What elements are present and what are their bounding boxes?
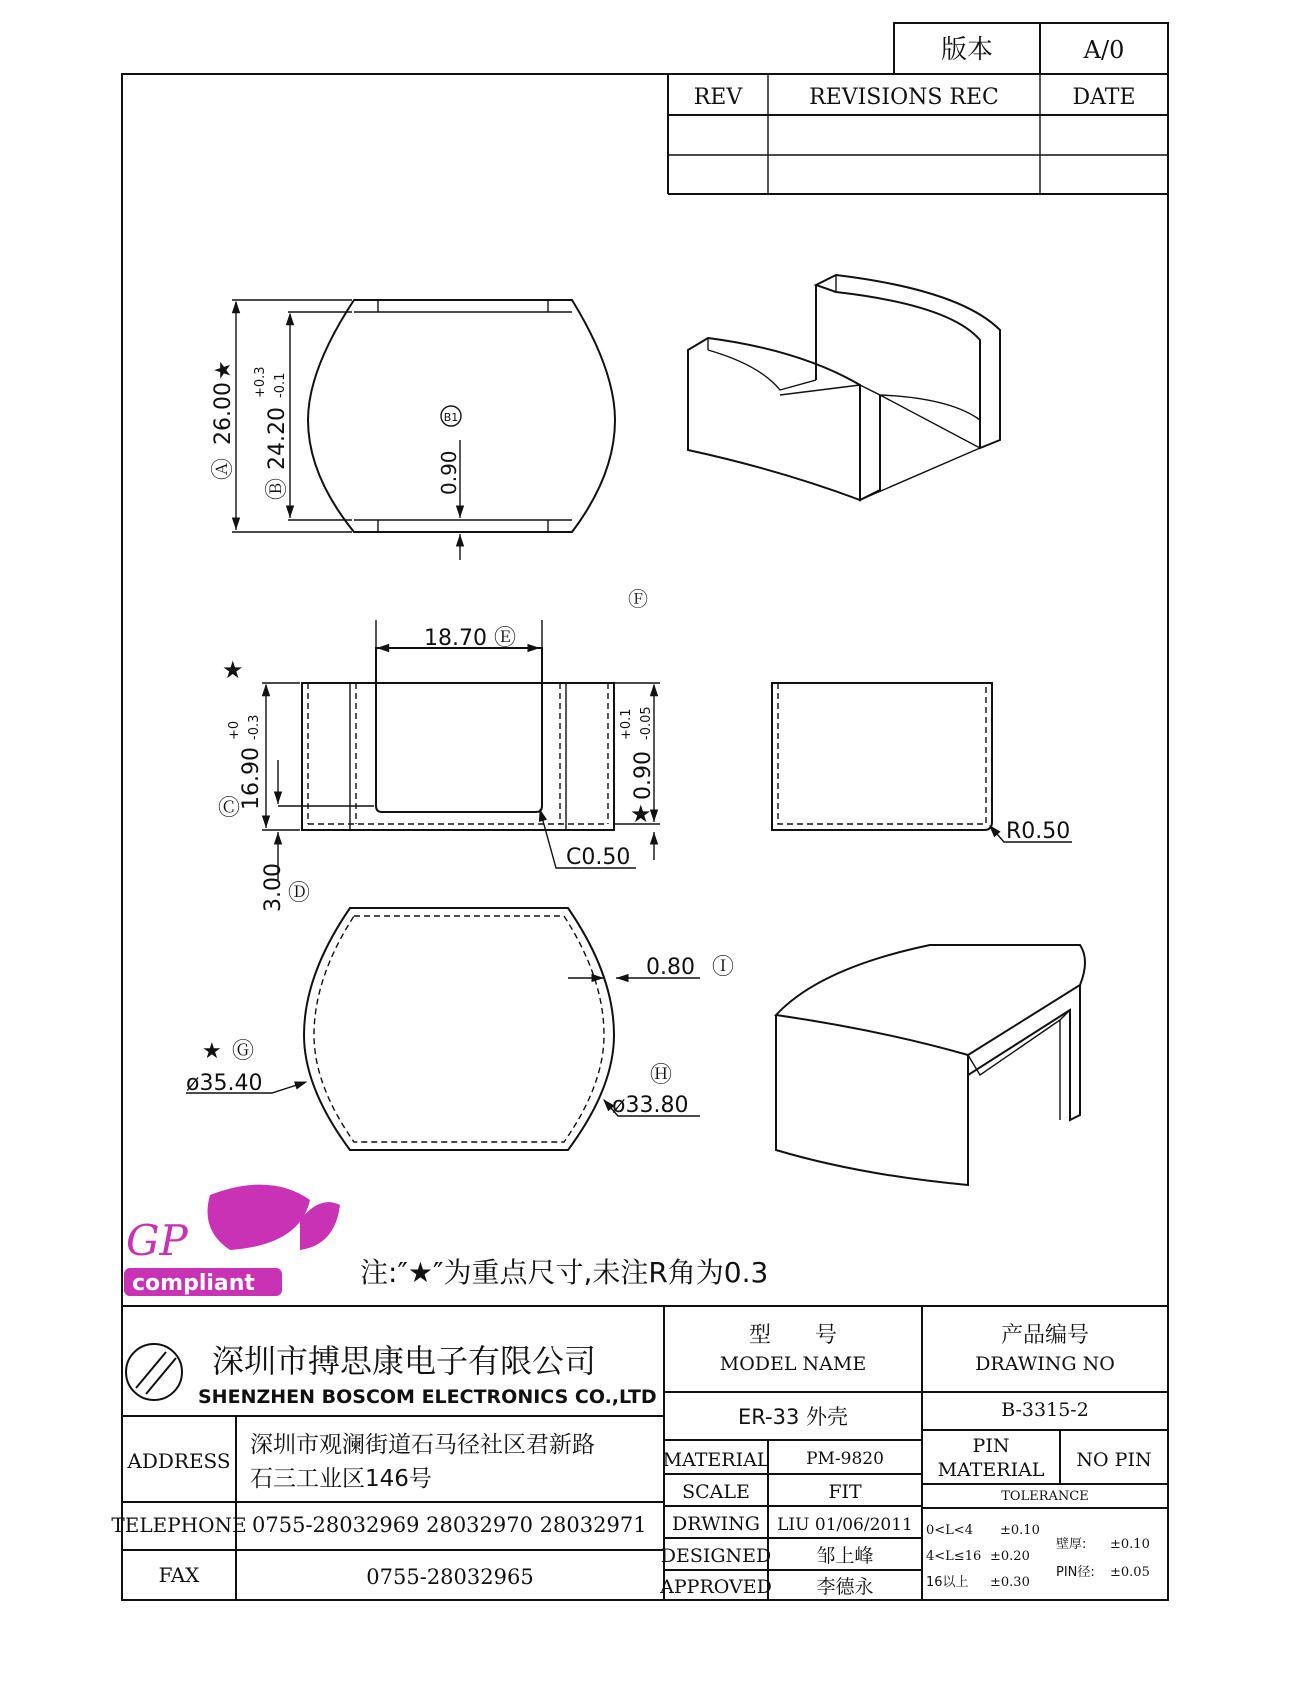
model-label-en: MODEL NAME	[719, 1353, 867, 1375]
model-value: ER-33 外壳	[738, 1405, 848, 1429]
tol-r2: 4<L≤16	[926, 1549, 982, 1564]
pin-material-label: MATERIAL	[937, 1459, 1045, 1481]
dim-c-mark: Ⓒ	[218, 796, 241, 821]
tol-wall-value: ±0.10	[1110, 1537, 1150, 1552]
dim-wall-tol-up: +0.1	[619, 708, 634, 740]
model-label-cn: 型 号	[748, 1323, 838, 1348]
tol-pin-value: ±0.05	[1110, 1565, 1150, 1580]
gp-text: GP	[126, 1216, 188, 1265]
drawing-label: DRWING	[672, 1513, 760, 1535]
approved-value: 李德永	[816, 1576, 874, 1598]
material-value: PM-9820	[806, 1449, 884, 1469]
dim-i-mark: Ⓘ	[712, 955, 735, 980]
version-value: A/0	[1083, 36, 1125, 64]
note-text: 注:″★″为重点尺寸,未注R角为0.3	[360, 1256, 769, 1289]
dim-wall-value: 0.90	[631, 751, 656, 800]
drawing-no-value: B-3315-2	[1001, 1399, 1089, 1421]
scale-value: FIT	[828, 1481, 862, 1503]
dim-a-star: ★	[211, 360, 236, 380]
scale-label: SCALE	[682, 1481, 750, 1503]
gp-compliant-logo	[124, 1185, 340, 1296]
telephone-label: TELEPHONE	[111, 1513, 247, 1537]
drawing-no-label-cn: 产品编号	[1000, 1323, 1090, 1348]
mark-f: Ⓕ	[628, 587, 648, 611]
revision-box	[668, 23, 1168, 194]
tol-r3-value: ±0.30	[990, 1575, 1030, 1590]
dim-wall-tol-dn: -0.05	[639, 706, 654, 740]
revisions-header: REVISIONS REC	[809, 85, 999, 110]
designed-value: 邹上峰	[816, 1545, 874, 1567]
dim-b-mark: Ⓑ	[265, 477, 290, 500]
dim-i-value: 0.80	[646, 955, 695, 980]
dim-a-mark: Ⓐ	[211, 457, 236, 480]
pin-value: NO PIN	[1076, 1449, 1152, 1471]
dim-wall-star: ★	[630, 800, 652, 828]
dim-c-tol-up: +0	[227, 720, 242, 740]
version-label: 版本	[940, 35, 994, 65]
dim-e-value: 18.70	[424, 626, 487, 651]
date-header: DATE	[1072, 85, 1136, 110]
drawing-no-label-en: DRAWING NO	[975, 1353, 1115, 1375]
address-label: ADDRESS	[127, 1449, 231, 1473]
designed-label: DESIGNED	[660, 1545, 772, 1567]
material-label: MATERIAL	[662, 1449, 770, 1471]
dim-g-mark: Ⓖ	[232, 1039, 255, 1064]
tol-r1-value: ±0.10	[1000, 1523, 1040, 1538]
dim-g-star: ★	[202, 1039, 222, 1064]
fax-value: 0755-28032965	[366, 1565, 534, 1589]
address-line1: 深圳市观澜街道石马径社区君新路	[250, 1432, 595, 1458]
dim-b-tol-dn: -0.1	[273, 372, 288, 398]
fax-label: FAX	[158, 1563, 200, 1587]
dim-b-tol-up: +0.3	[253, 366, 268, 398]
iso-view-bottom	[776, 945, 1085, 1185]
tol-r2-value: ±0.20	[990, 1549, 1030, 1564]
dim-b1-value: 0.90	[437, 450, 461, 495]
dim-d-mark: Ⓓ	[288, 881, 311, 906]
tol-r3: 16以上	[926, 1575, 969, 1590]
dim-d-value: 3.00	[261, 863, 286, 912]
dim-b1-mark: B1	[443, 411, 459, 424]
dim-h-mark: Ⓗ	[650, 1063, 673, 1088]
dim-c-value: 16.90	[239, 747, 264, 810]
bottom-view	[186, 908, 734, 1150]
side-view	[772, 683, 1072, 844]
title-block	[111, 1306, 1168, 1600]
approved-label: APPROVED	[660, 1576, 772, 1598]
dim-b-value: 24.20	[265, 407, 290, 470]
drawing-value: LIU 01/06/2011	[777, 1515, 913, 1535]
rev-header: REV	[693, 85, 743, 110]
dim-c-star: ★	[222, 656, 244, 684]
iso-view-top	[688, 275, 1000, 500]
radius-value: R0.50	[1006, 819, 1071, 844]
chamfer-value: C0.50	[566, 845, 631, 870]
tolerance-label: TOLERANCE	[1001, 1489, 1089, 1504]
compliant-text: compliant	[132, 1271, 255, 1296]
pin-label: PIN	[972, 1435, 1010, 1457]
dim-c-tol-dn: -0.3	[247, 714, 262, 740]
company-name-cn: 深圳市搏思康电子有限公司	[212, 1342, 597, 1380]
front-view	[218, 587, 660, 912]
telephone-value: 0755-28032969 28032970 28032971	[252, 1513, 647, 1537]
top-view	[211, 300, 615, 560]
tol-pin: PIN径:	[1056, 1565, 1095, 1580]
company-name-en: SHENZHEN BOSCOM ELECTRONICS CO.,LTD	[198, 1386, 657, 1408]
address-line2: 石三工业区146号	[250, 1466, 432, 1492]
dim-e-mark: Ⓔ	[494, 626, 517, 651]
tol-r1: 0<L<4	[926, 1523, 973, 1538]
dim-g-value: ø35.40	[186, 1071, 263, 1096]
dim-a-value: 26.00	[211, 382, 236, 445]
tol-wall: 壁厚:	[1056, 1537, 1087, 1552]
dim-h-value: ø33.80	[612, 1093, 689, 1118]
